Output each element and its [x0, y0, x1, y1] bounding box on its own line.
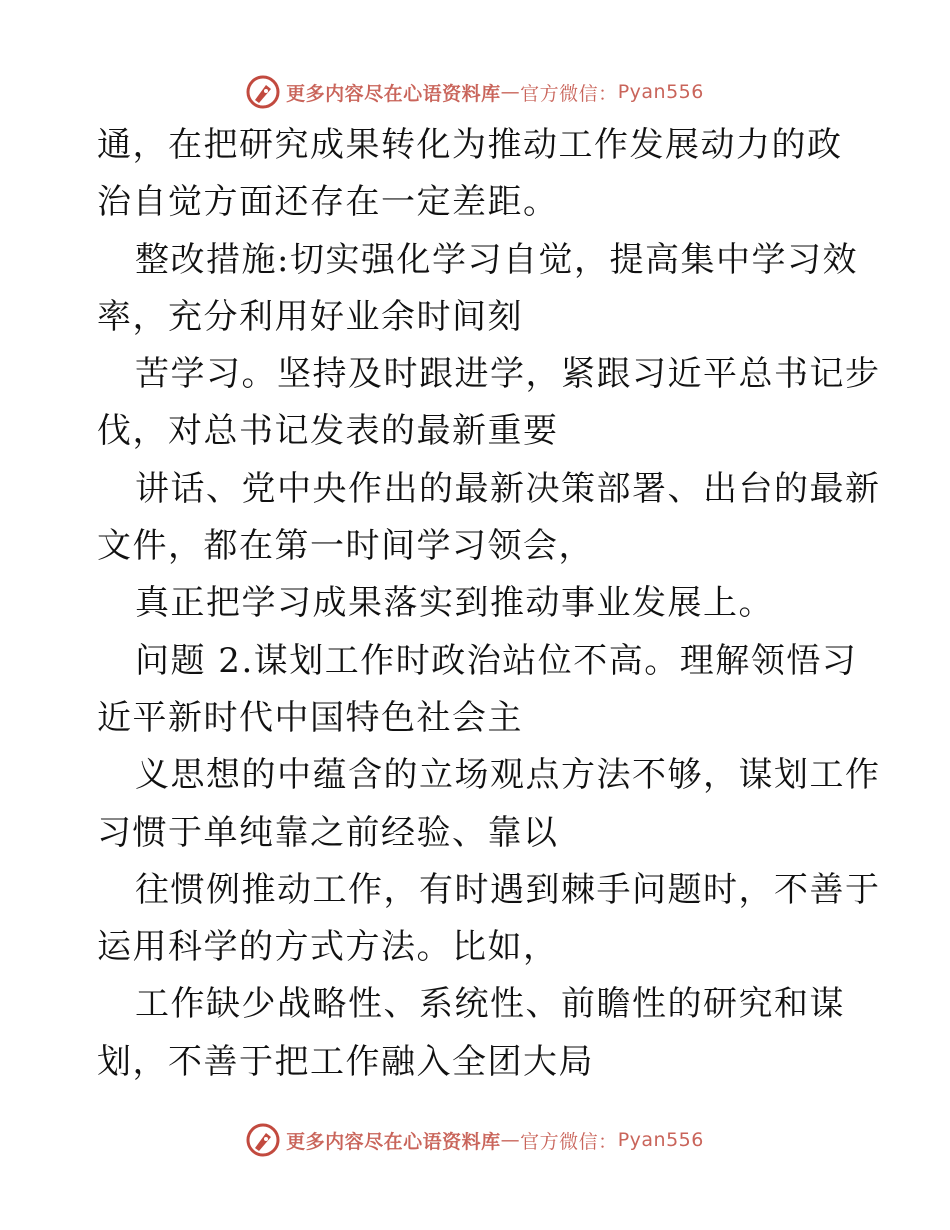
- text-line: 通，在把研究成果转化为推动工作发展动力的政: [97, 125, 843, 165]
- text-line: 文件，都在第一时间学习领会，: [97, 526, 594, 567]
- text-line: 划，不善于把工作融入全团大局: [97, 1041, 594, 1082]
- pen-nib-logo-icon: [246, 75, 280, 109]
- pen-nib-logo-icon: [246, 1123, 280, 1157]
- text-line: 往惯例推动工作，有时遇到棘手问题时，不善于: [135, 869, 881, 910]
- text-line: 伐，对总书记发表的最新重要: [97, 411, 559, 452]
- text-line: 苦学习。坚持及时跟进学，紧跟习近平总书记步: [135, 354, 881, 395]
- text-line: 运用科学的方式方法。比如，: [97, 927, 559, 968]
- text-line: 整改措施:切实强化学习自觉，提高集中学习效: [135, 239, 858, 280]
- text-line: 真正把学习成果落实到推动事业发展上。: [135, 583, 774, 624]
- banner-wechat-label: 官方微信：: [520, 1130, 618, 1153]
- document-body: [97, 117, 881, 1091]
- text-line: 讲话、党中央作出的最新决策部署、出台的最新: [135, 468, 881, 509]
- banner-account: Pyan556: [617, 81, 704, 103]
- text-line: 义思想的中蕴含的立场观点方法不够，谋划工作: [135, 755, 881, 796]
- footer-banner: [0, 1118, 950, 1162]
- banner-wechat-label: 官方微信：: [520, 82, 618, 105]
- header-banner: [0, 70, 950, 114]
- banner-account: Pyan556: [617, 1129, 704, 1151]
- banner-main-text: 更多内容尽在心语资料库: [286, 1130, 501, 1153]
- banner-separator: —: [500, 1129, 521, 1151]
- text-line: 近平新时代中国特色社会主: [97, 697, 523, 738]
- text-line: 工作缺少战略性、系统性、前瞻性的研究和谋: [135, 984, 845, 1025]
- banner-separator: —: [500, 81, 521, 103]
- banner-main-text: 更多内容尽在心语资料库: [286, 82, 501, 105]
- text-line: 率，充分利用好业余时间刻: [97, 296, 523, 337]
- text-line: 习惯于单纯靠之前经验、靠以: [97, 812, 559, 853]
- text-line: 问题 2.谋划工作时政治站位不高。理解领悟习: [135, 640, 858, 681]
- text-line: 治自觉方面还存在一定差距。: [97, 182, 559, 223]
